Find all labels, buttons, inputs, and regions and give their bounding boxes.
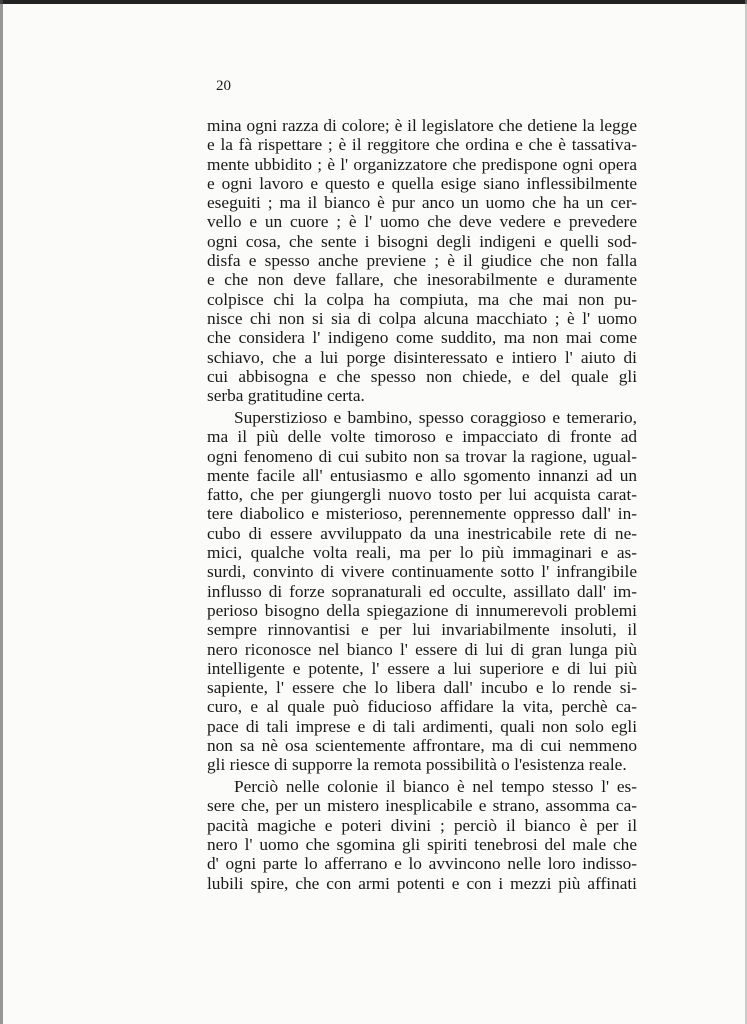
text-line: ogni fenomeno di cui subito non sa trovar la ragione, ugual- bbox=[207, 446, 637, 466]
text-line: disfa e spesso anche previene ; è il giudice che non falla bbox=[207, 251, 637, 271]
text-line: non sa nè osa scientemente affrontare, ma di cui nemmeno bbox=[207, 736, 637, 755]
text-line: che considera l' indigeno come suddito, ma non mai come bbox=[207, 328, 637, 348]
text-line: cubo di essere avviluppato da una inestricabile rete di ne- bbox=[207, 523, 637, 543]
text-line: nero riconosce nel bianco l' essere di lui di gran lunga più bbox=[207, 639, 637, 659]
text-line: mente ubbidito ; è l' organizzatore che predispone ogni opera bbox=[207, 154, 637, 174]
text-line: curo, e al quale può fiducioso affidare la vita, perchè ca- bbox=[207, 697, 637, 717]
text-line: serba gratitudine certa. bbox=[207, 386, 365, 406]
text-line: sempre rinnovantisi e per lui invariabilmente insoluti, il bbox=[207, 620, 637, 640]
page-number: 20 bbox=[216, 78, 231, 94]
text-line: mina ogni razza di colore; è il legislatore che detiene la legge bbox=[207, 116, 637, 135]
text-line: gli riesce di supporre la remota possibilità o l'esistenza reale. bbox=[207, 755, 627, 775]
text-line: vello e un cuore ; è l' uomo che deve vedere e prevedere bbox=[207, 212, 637, 232]
text-line: sere che, per un mistero inesplicabile e strano, assomma ca- bbox=[207, 796, 637, 816]
text-line: influsso di forze sopranaturali ed occulte, assillato dall' im- bbox=[207, 581, 637, 601]
text-line: d' ogni parte lo afferrano e lo avvincono nelle loro indisso- bbox=[207, 854, 637, 874]
text-line: tere diabolico e misterioso, perennemente oppresso dall' in- bbox=[207, 504, 637, 524]
text-line: ma il più delle volte timoroso e impacciato di fronte ad bbox=[207, 427, 637, 447]
text-line: schiavo, che a lui porge disinteressato e intiero l' aiuto di bbox=[207, 347, 637, 367]
text-line: eseguiti ; ma il bianco è pur anco un uomo che ha un cer- bbox=[207, 193, 637, 213]
page-left-edge bbox=[0, 0, 3, 1024]
text-line: ogni cosa, che sente i bisogni degli indigeni e quelli sod- bbox=[207, 231, 637, 251]
text-line: surdi, convinto di vivere continuamente sotto l' infrangibile bbox=[207, 562, 637, 582]
text-line: fatto, che per giungergli nuovo tosto per lui acquista carat- bbox=[207, 485, 637, 505]
paragraph bbox=[207, 408, 637, 775]
text-line: mente facile all' entusiasmo e allo sgomento innanzi ad un bbox=[207, 465, 637, 485]
text-line: intelligente e potente, l' essere a lui superiore e di lui più bbox=[207, 658, 637, 678]
paragraph bbox=[207, 777, 637, 893]
text-line: Superstizioso e bambino, spesso coraggioso e temerario, bbox=[234, 407, 637, 427]
text-line: sapiente, l' essere che lo libera dall' incubo e lo rende si- bbox=[207, 678, 637, 698]
page-top-edge bbox=[0, 0, 747, 4]
text-line: nero l' uomo che sgomina gli spiriti tenebrosi del male che bbox=[207, 834, 637, 854]
text-line: perioso bisogno della spiegazione di innumerevoli problemi bbox=[207, 600, 637, 620]
text-line: colpisce chi la colpa ha compiuta, ma che mai non pu- bbox=[207, 289, 637, 309]
text-line: e ogni lavoro e questo e quella esige siano inflessibilmente bbox=[207, 173, 637, 193]
text-line: pace di tali imprese e di tali ardimenti, quali non solo egli bbox=[207, 716, 637, 736]
body-text bbox=[207, 116, 637, 895]
text-line: Perciò nelle colonie il bianco è nel tempo stesso l' es- bbox=[234, 777, 637, 797]
text-line: pacità magiche e poteri divini ; perciò il bianco è per il bbox=[207, 815, 637, 835]
text-line: cui abbisogna e che spesso non chiede, e del quale gli bbox=[207, 366, 637, 386]
text-line: lubili spire, che con armi potenti e con i mezzi più affinati bbox=[207, 873, 637, 893]
text-line: e la fà rispettare ; è il reggitore che ordina e che è tassativa- bbox=[207, 135, 637, 155]
text-line: nisce chi non si sia di colpa alcuna macchiato ; è l' uomo bbox=[207, 308, 637, 328]
paragraph bbox=[207, 116, 637, 405]
text-line: e che non deve fallare, che inesorabilmente e duramente bbox=[207, 270, 637, 290]
text-line: mici, qualche volta reali, ma per lo più immaginari e as- bbox=[207, 543, 637, 563]
